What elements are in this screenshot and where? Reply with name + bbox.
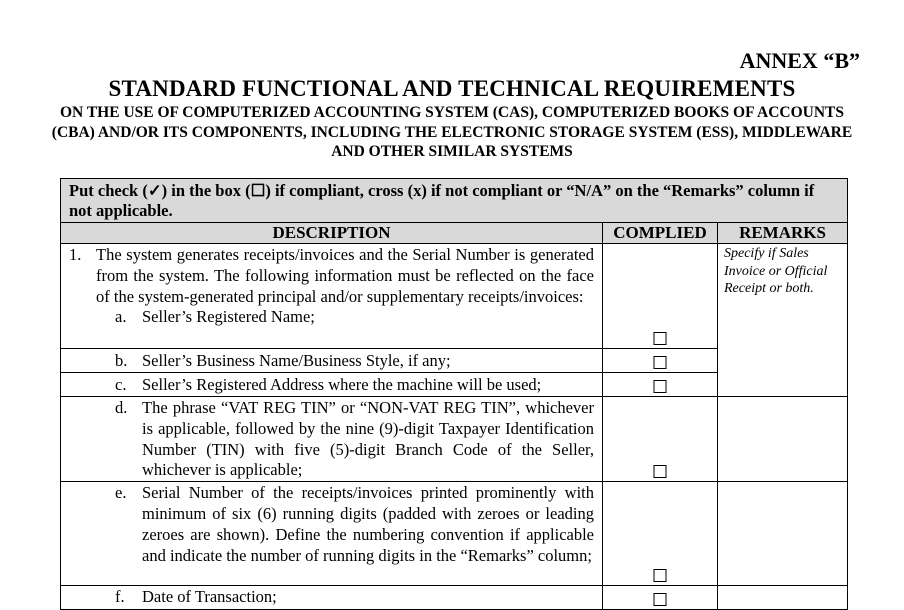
subitem-letter: b. [115, 351, 128, 370]
remarks-cell: Specify if Sales Invoice or Official Receipt or both. [718, 244, 848, 397]
complied-cell [603, 244, 718, 349]
column-header-complied: COMPLIED [603, 223, 718, 244]
subitem-text: Seller’s Business Name/Business Style, if any; [142, 351, 451, 370]
table-row [61, 244, 848, 349]
list-item [61, 398, 602, 481]
subitem-letter: d. [115, 398, 128, 417]
list-item [61, 483, 602, 566]
table-row [61, 482, 848, 586]
table-row [61, 586, 848, 610]
subitem-letter: f. [115, 587, 125, 607]
subitem-text: Seller’s Registered Name; [142, 307, 315, 327]
item-description [61, 586, 603, 610]
item-description [61, 244, 603, 349]
item-description [61, 397, 603, 482]
subitem-text: Serial Number of the receipts/invoices printed prominently with minimum of six (6) running digits (padded with zeroes or leading zeroes are shown). Define the numbering convention if applicable and indicate the number of running digits in the “Remarks” column; [142, 483, 594, 565]
complied-cell [603, 397, 718, 482]
remarks-cell [718, 397, 848, 482]
complied-checkbox[interactable] [654, 332, 667, 345]
complied-cell [603, 482, 718, 586]
complied-checkbox[interactable] [654, 465, 667, 478]
list-item [61, 586, 602, 608]
complied-checkbox[interactable] [654, 569, 667, 582]
complied-checkbox[interactable] [654, 356, 667, 369]
page-subtitle: ON THE USE OF COMPUTERIZED ACCOUNTING SYSTEM (CAS), COMPUTERIZED BOOKS OF ACCOUNTS (CBA) AND/OR ITS COMPONENTS, INCLUDING THE ELECTRONIC STORAGE SYSTEM (ESS), MIDDLEWARE AND OTHER SIMILAR SYSTEMS [51, 104, 853, 160]
subitem-letter: e. [115, 483, 127, 503]
complied-cell [603, 586, 718, 610]
item-description [61, 373, 603, 397]
annex-label: ANNEX “B” [739, 48, 860, 73]
requirements-table [60, 178, 848, 610]
subitem-text: Date of Transaction; [142, 587, 277, 607]
item-description [61, 349, 603, 373]
subitem-letter: c. [115, 375, 127, 394]
complied-cell [603, 373, 718, 397]
page-title: STANDARD FUNCTIONAL AND TECHNICAL REQUIREMENTS [108, 76, 796, 101]
remarks-cell [718, 482, 848, 586]
complied-checkbox[interactable] [654, 593, 667, 606]
table-row [61, 397, 848, 482]
subitem-text: The phrase “VAT REG TIN” or “NON-VAT REG TIN”, whichever is applicable, followed by the nine (9)-digit Taxpayer Identification Number (TIN) with five (5)-digit Branch Code of the Seller, whichever is applicable; [142, 398, 594, 480]
list-item [61, 307, 602, 328]
subitem-text: Seller’s Registered Address where the machine will be used; [142, 375, 542, 394]
complied-cell [603, 349, 718, 373]
item-text: The system generates receipts/invoices and the Serial Number is generated from the system. The following information must be reflected on the face of the system-generated principal and/or supplementary receipts/invoices: [96, 245, 594, 306]
list-item [61, 373, 602, 396]
item-number: 1. [69, 245, 82, 264]
subitem-letter: a. [115, 307, 127, 327]
column-header-remarks: REMARKS [718, 223, 848, 244]
complied-checkbox[interactable] [654, 380, 667, 393]
table-instruction: Put check (✓) in the box (☐) if compliant, cross (x) if not compliant or “N/A” on the “Remarks” column if not applicable. [61, 179, 848, 223]
remarks-cell [718, 586, 848, 610]
column-header-description: DESCRIPTION [61, 223, 603, 244]
list-item [61, 349, 602, 372]
item-description [61, 482, 603, 586]
